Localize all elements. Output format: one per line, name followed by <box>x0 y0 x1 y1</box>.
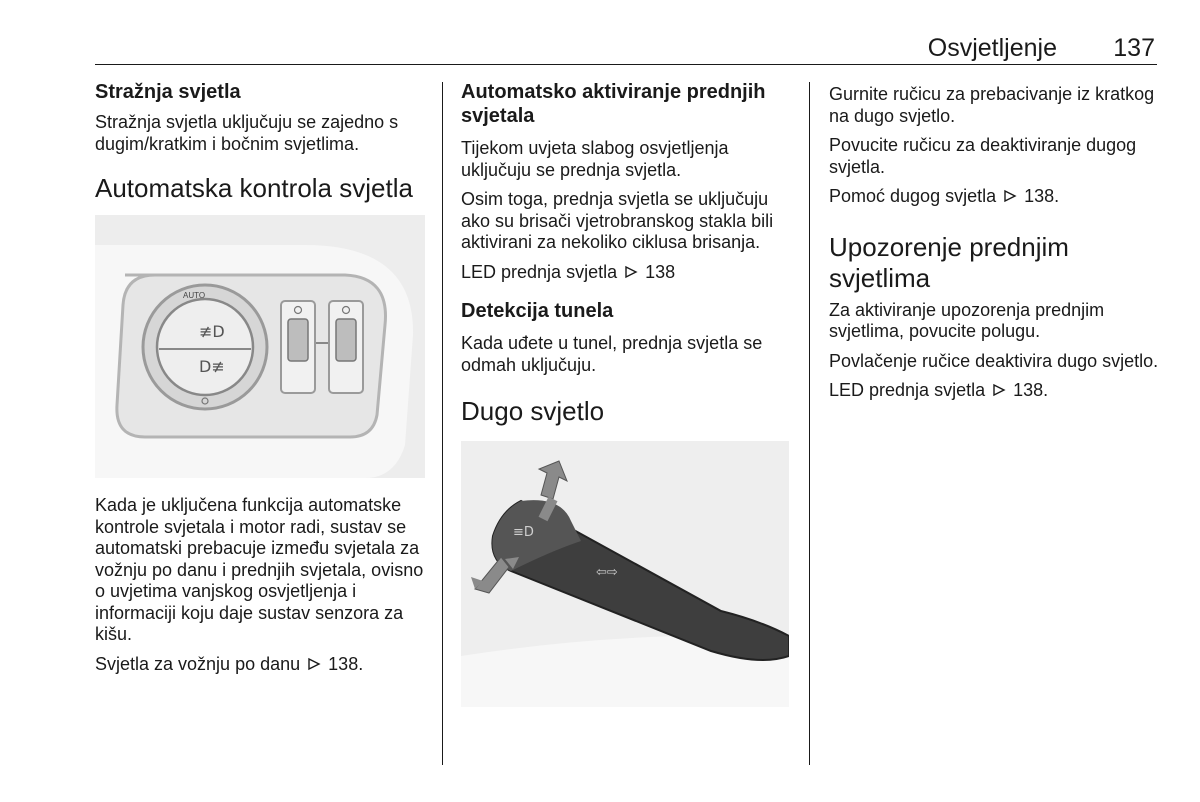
svg-text:D≢: D≢ <box>199 357 225 376</box>
reference-led-lights-2[interactable] <box>829 380 1159 402</box>
page-reference-arrow-icon <box>624 265 638 279</box>
paragraph-flash: Za aktiviranje upozorenja prednjim svjetlima, povucite polugu. <box>829 299 1105 341</box>
auto-label: AUTO <box>183 291 206 300</box>
reference-daytime-lights[interactable] <box>95 654 425 676</box>
paragraph-rear-lights: Stražnja svjetla uključuju se zajedno s dugim/kratkim i bočnim svjetlima. <box>95 112 399 154</box>
heading-tunnel-detection: Detekcija tunela <box>461 300 614 322</box>
light-switch-illustration <box>95 215 425 478</box>
reference-high-beam-assist[interactable] <box>829 186 1159 208</box>
column-left <box>95 80 425 683</box>
light-switch-figure <box>95 215 425 478</box>
paragraph-flash-off: Povlačenje ručice deaktivira dugo svjetlo. <box>829 350 1159 371</box>
stalk-figure <box>461 441 789 707</box>
paragraph-auto-light-control: Kada je uključena funkcija automatske kontrole svjetala i motor radi, sustav se automatski prebacuje između svjetala za vožnju po danu i prednjih svjetala, ovisno o uvjetima vanjskog osvjetljenja i informaciji koju daje sustav senzora za kišu. <box>95 495 424 644</box>
heading-auto-light-control: Automatska kontrola svjetla <box>95 173 413 203</box>
reference-text: Svjetla za vožnju po danu <box>95 653 301 674</box>
paragraph-pull-stalk: Povucite ručicu za deaktiviranje dugog svjetla. <box>829 135 1137 177</box>
heading-headlight-flash: Upozorenje prednjim svjetlima <box>829 231 1069 293</box>
reference-page: 138. <box>328 653 364 674</box>
reference-text: Pomoć dugog svjetla <box>829 186 997 206</box>
reference-page: 138. <box>1024 186 1060 206</box>
column-divider <box>809 82 810 765</box>
svg-text:≡D: ≡D <box>513 525 534 540</box>
turn-signal-stalk-illustration <box>461 441 789 707</box>
reference-page: 138 <box>645 261 676 282</box>
paragraph-tunnel: Kada uđete u tunel, prednja svjetla se odmah uključuju. <box>461 333 763 375</box>
page-header <box>95 34 1157 65</box>
paragraph-push-stalk: Gurnite ručicu za prebacivanje iz kratkog na dugo svjetlo. <box>829 84 1155 126</box>
reference-text: LED prednja svjetla <box>829 380 986 400</box>
reference-led-lights[interactable] <box>461 262 791 284</box>
reference-text: LED prednja svjetla <box>461 261 618 282</box>
column-right <box>829 84 1159 410</box>
page-reference-arrow-icon <box>1003 189 1017 203</box>
section-title: Osvjetljenje <box>927 34 1057 62</box>
svg-text:⇦⇨: ⇦⇨ <box>596 565 618 580</box>
heading-high-beam: Dugo svjetlo <box>461 396 605 426</box>
column-middle <box>461 80 791 707</box>
page-reference-arrow-icon <box>992 383 1006 397</box>
heading-rear-lights: Stražnja svjetla <box>95 81 241 103</box>
page-number: 137 <box>1113 34 1155 62</box>
column-divider <box>442 82 443 765</box>
page-reference-arrow-icon <box>307 657 321 671</box>
paragraph-low-light: Tijekom uvjeta slabog osvjetljenja uključuju se prednja svjetla. <box>461 138 729 180</box>
paragraph-wipers: Osim toga, prednja svjetla se uključuju ako su brisači vjetrobranskog stakla bili aktivirani za nekoliko ciklusa brisanja. <box>461 189 774 252</box>
svg-text:≢D: ≢D <box>199 322 225 341</box>
heading-auto-front-lights: Automatsko aktiviranje prednjih svjetala <box>461 81 766 127</box>
reference-page: 138. <box>1013 380 1049 400</box>
